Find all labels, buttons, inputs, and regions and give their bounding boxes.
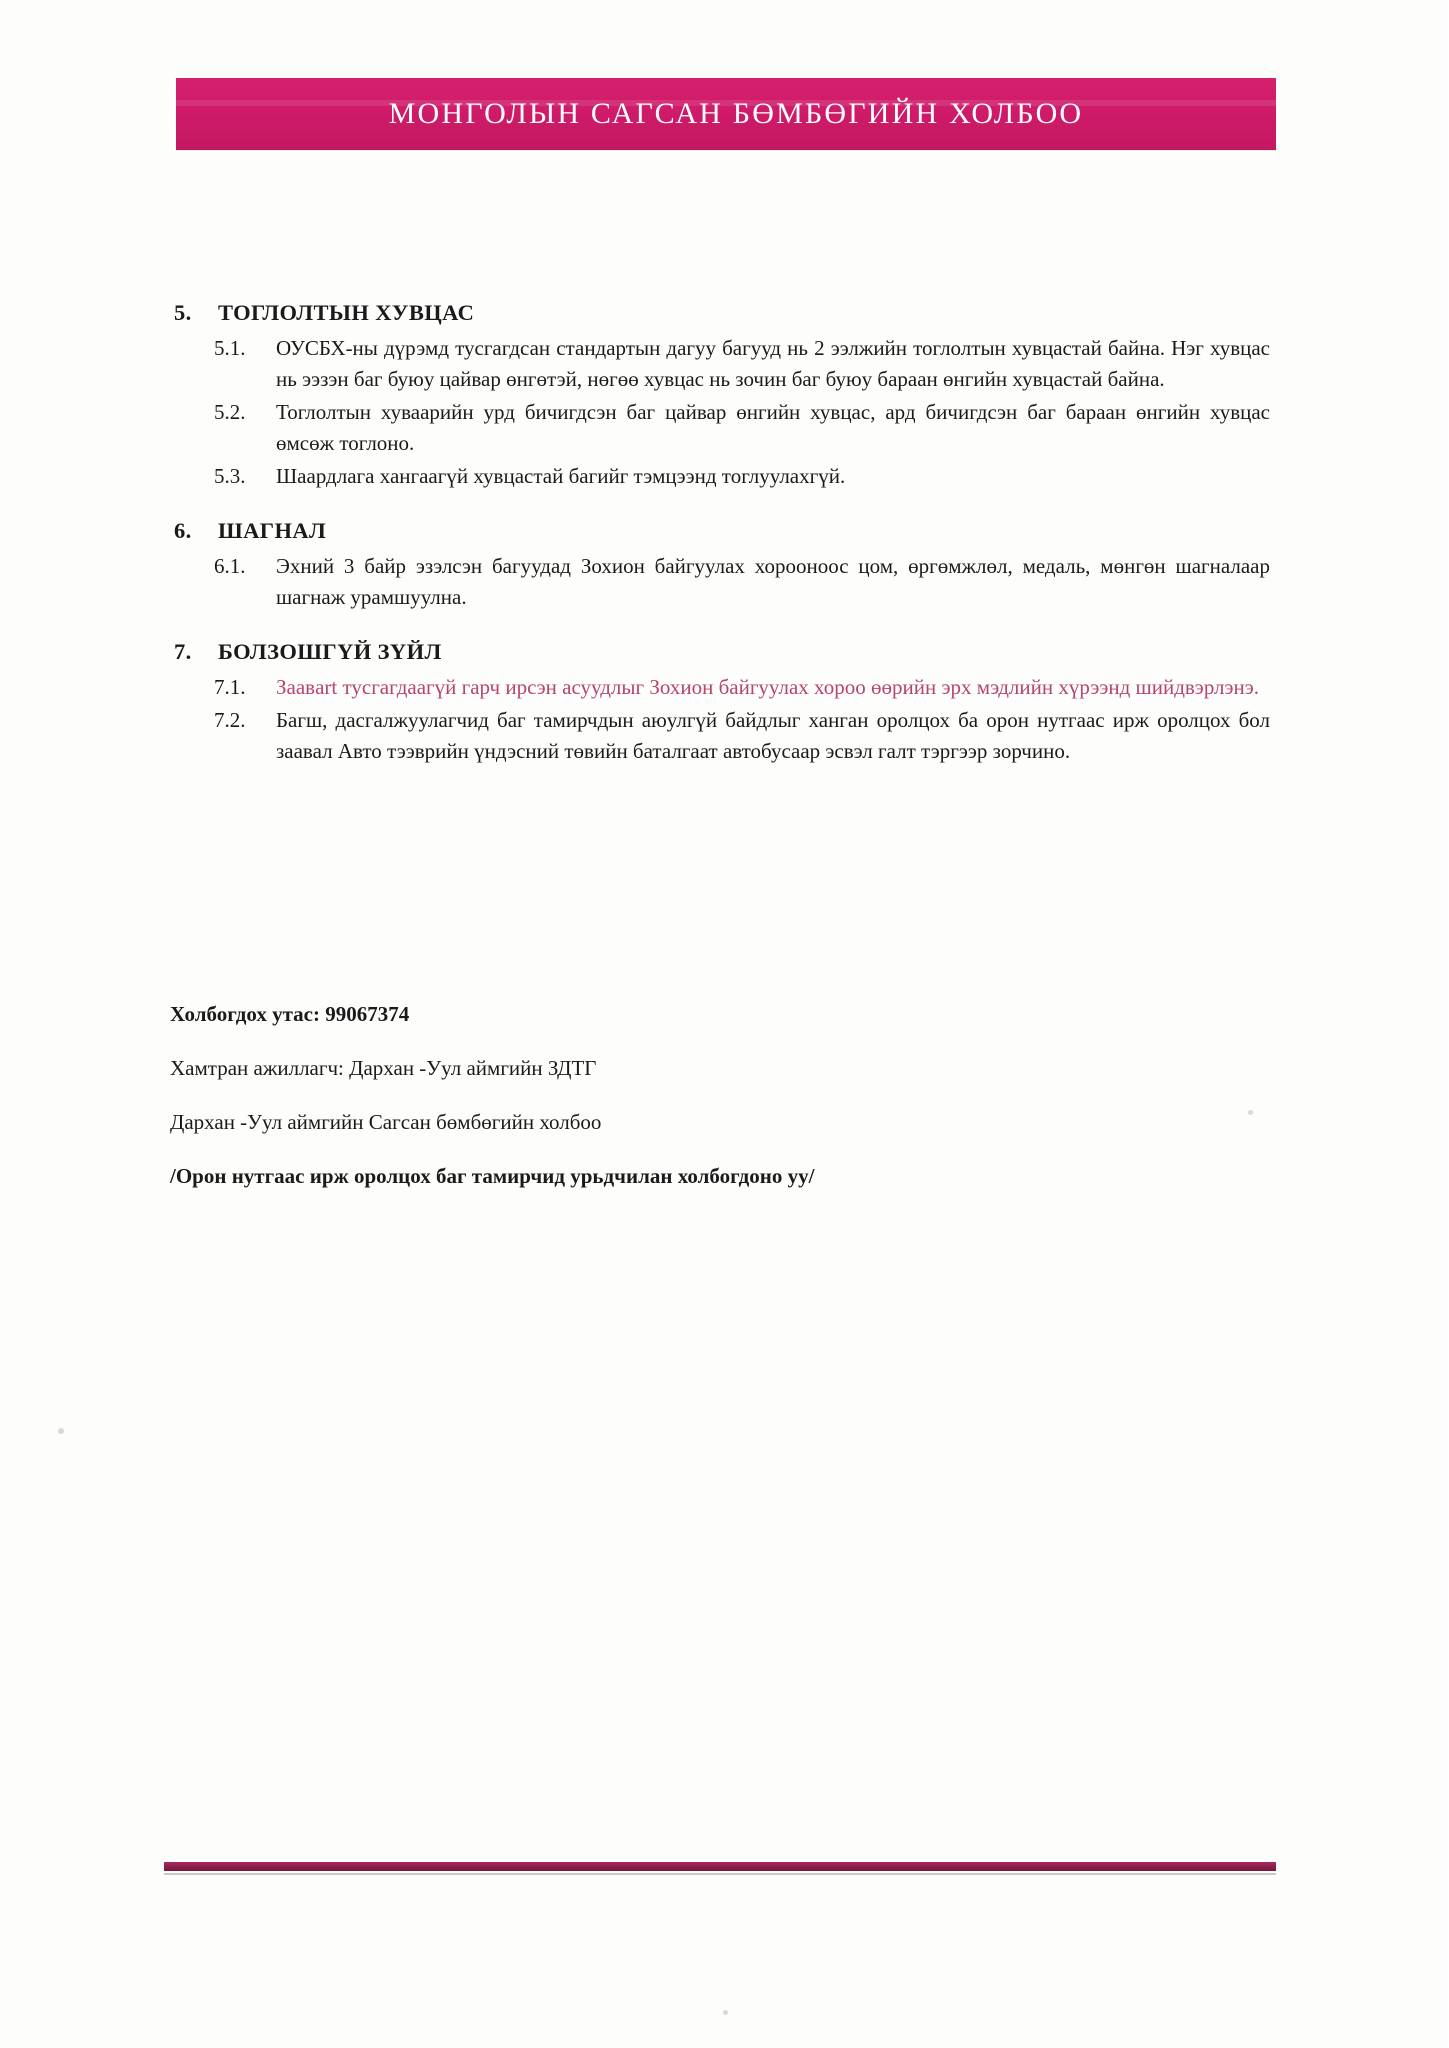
contact-note: /Орон нутгаас ирж оролцох баг тамирчид урьдчилан холбогдоно уу/ <box>170 1164 815 1188</box>
clause-number: 5.2. <box>214 400 246 424</box>
contact-block <box>170 1000 1280 1216</box>
clause-number: 7.1. <box>214 675 246 699</box>
footer-rule-secondary <box>164 1873 1276 1875</box>
section-title: БОЛЗОШГҮЙ ЗҮЙЛ <box>218 639 442 664</box>
clause-text: ОУСБХ-ны дүрэмд тусгагдсан стандартын дагуу багууд нь 2 ээлжийн тоглолтын хувцастай байна. Нэг хувцас нь ээзэн баг буюу цайвар өнгөтэй, нөгөө хувцас нь зочин баг буюу бараан өнгийн хувцастай байна. <box>276 336 1270 391</box>
section-number: 6. <box>174 518 192 543</box>
clause-number: 6.1. <box>214 554 246 578</box>
scan-speck <box>58 1428 64 1434</box>
clause-item <box>170 333 1280 395</box>
section-title: ШАГНАЛ <box>218 518 327 543</box>
scan-speck <box>1248 1110 1253 1115</box>
scan-speck <box>723 2010 728 2015</box>
section-awards <box>170 518 1280 613</box>
clause-text: Шаардлага хангаагүй хувцастай багийг тэмцээнд тоглуулахгүй. <box>276 464 846 488</box>
clause-item <box>170 461 1280 492</box>
clause-item <box>170 551 1280 613</box>
section-clothing <box>170 300 1280 492</box>
contact-partner: Хамтран ажиллагч: Дархан -Уул аймгийн ЗДТГ <box>170 1056 597 1080</box>
contact-federation: Дархан -Уул аймгийн Сагсан бөмбөгийн холбоо <box>170 1110 602 1134</box>
clause-text: Тоглолтын хуваарийн урд бичигдсэн баг цайвар өнгийн хувцас, ард бичигдсэн баг бараан өнгийн хувцас өмсөж тоглоно. <box>276 400 1270 455</box>
section-heading <box>170 518 1280 544</box>
clause-text: Эхний 3 байр эзэлсэн багуудад Зохион байгуулах хорооноос цом, өргөмжлөл, медаль, мөнгөн шагналаар шагнаж урамшуулна. <box>276 554 1270 609</box>
clause-number: 7.2. <box>214 708 246 732</box>
section-contingency <box>170 639 1280 767</box>
header-banner <box>176 78 1276 150</box>
clause-item <box>170 672 1280 703</box>
section-heading <box>170 639 1280 665</box>
section-number: 7. <box>174 639 192 664</box>
organization-title: МОНГОЛЫН САГСАН БӨМБӨГИЙН ХОЛБОО <box>388 97 1084 130</box>
section-heading <box>170 300 1280 326</box>
clause-text: Багш, дасгалжуулагчид баг тамирчдын аюулгүй байдлыг ханган оролцох ба орон нутгаас ирж оролцох бол заавал Авто тээврийн үндэсний төвийн баталгаат автобусаар эсвэл галт тэргээр зорчино. <box>276 708 1270 763</box>
clause-item <box>170 705 1280 767</box>
section-title: ТОГЛОЛТЫН ХУВЦАС <box>218 300 475 325</box>
clause-number: 5.1. <box>214 336 246 360</box>
clause-text: Заавart тусгагдаагүй гарч ирсэн асуудлыг Зохион байгуулах хороо өөрийн эрх мэдлийн хүрээнд шийдвэрлэнэ. <box>276 675 1260 699</box>
clause-number: 5.3. <box>214 464 246 488</box>
document-body <box>170 300 1280 793</box>
section-number: 5. <box>174 300 192 325</box>
clause-item <box>170 397 1280 459</box>
contact-phone: Холбогдох утас: 99067374 <box>170 1002 410 1026</box>
footer-rule <box>164 1862 1276 1871</box>
